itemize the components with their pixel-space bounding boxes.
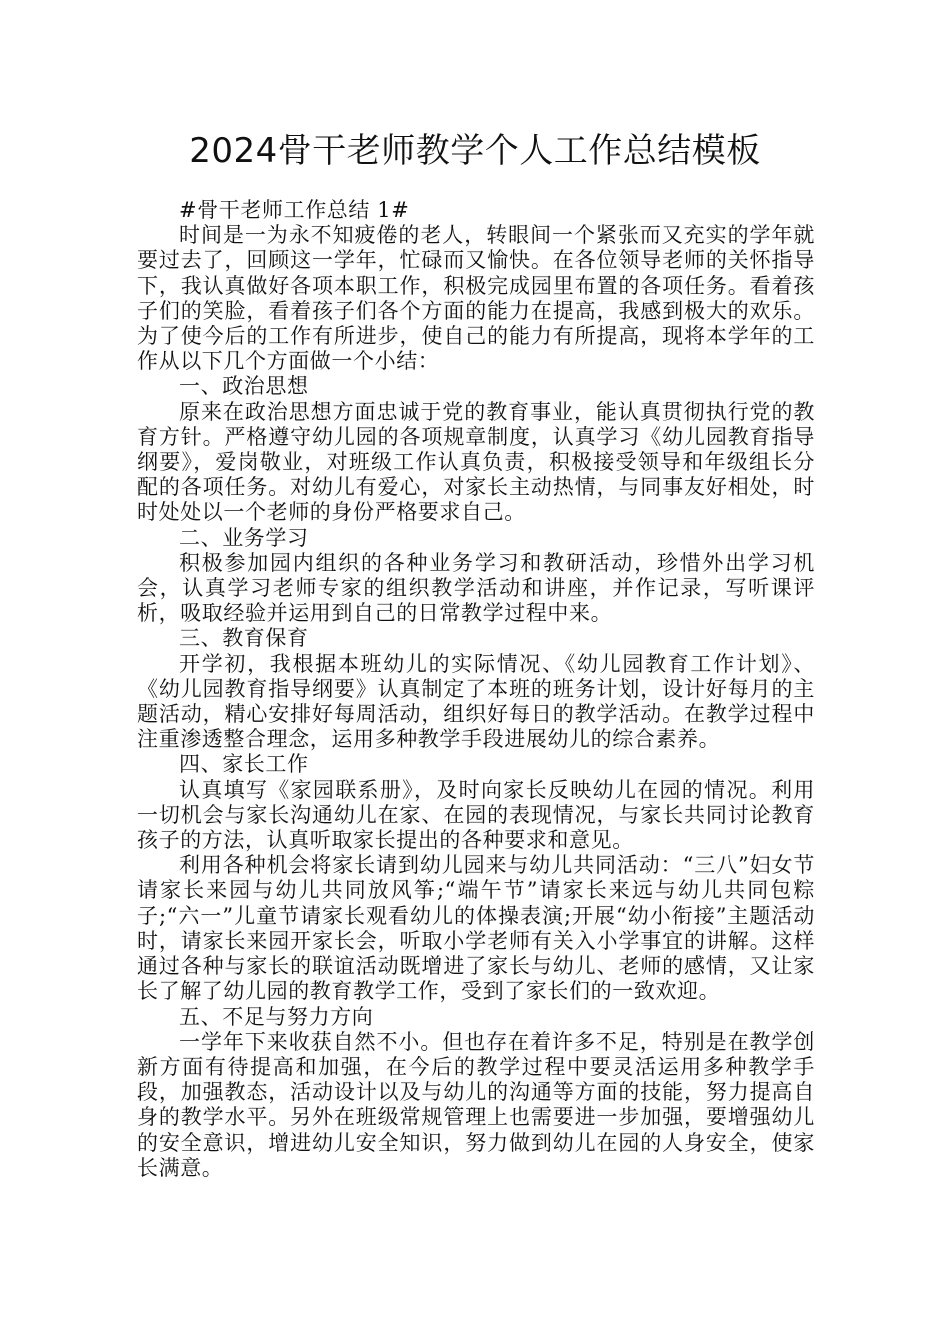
study-paragraph: 积极参加园内组织的各种业务学习和教研活动，珍惜外出学习机会，认真学习老师专家的组织教学活动和讲座，并作记录，写听课评析，吸取经验并运用到自己的日常教学过程中来。 — [137, 550, 815, 626]
document-body — [137, 198, 815, 1181]
section-heading-study: 二、业务学习 — [179, 525, 309, 550]
section-heading-politics: 一、政治思想 — [179, 374, 309, 399]
section-heading-improvement: 五、不足与努力方向 — [179, 1004, 374, 1029]
section-marker: #骨干老师工作总结 1# — [179, 198, 410, 222]
section-heading-education: 三、教育保育 — [179, 626, 309, 651]
document-title: 2024骨干老师教学个人工作总结模板 — [189, 131, 761, 171]
improvement-paragraph: 一学年下来收获自然不小。但也存在着许多不足，特别是在教学创新方面有待提高和加强，在今后的教学过程中要灵活运用多种教学手段，加强教态，活动设计以及与幼儿的沟通等方面的技能，努力提高自身的教学水平。另外在班级常规管理上也需要进一步加强，要增强幼儿的安全意识，增进幼儿安全知识，努力做到幼儿在园的人身安全，使家长满意。 — [137, 1029, 815, 1180]
section-heading-parents: 四、家长工作 — [179, 752, 309, 777]
politics-paragraph: 原来在政治思想方面忠诚于党的教育事业，能认真贯彻执行党的教育方针。严格遵守幼儿园的各项规章制度，认真学习《幼儿园教育指导纲要》，爱岗敬业，对班级工作认真负责，积极接受领导和年级组长分配的各项任务。对幼儿有爱心，对家长主动热情，与同事友好相处，时时处处以一个老师的身份严格要求自己。 — [137, 399, 815, 525]
parents-paragraph-1: 认真填写《家园联系册》，及时向家长反映幼儿在园的情况。利用一切机会与家长沟通幼儿在家、在园的表现情况，与家长共同讨论教育孩子的方法，认真听取家长提出的各种要求和意见。 — [137, 777, 815, 853]
education-paragraph: 开学初，我根据本班幼儿的实际情况、《幼儿园教育工作计划》、《幼儿园教育指导纲要》认真制定了本班的班务计划，设计好每月的主题活动，精心安排好每周活动，组织好每日的教学活动。在教学过程中注重渗透整合理念，运用多种教学手段进展幼儿的综合素养。 — [137, 651, 815, 752]
parents-paragraph-2: 利用各种机会将家长请到幼儿园来与幼儿共同活动：“三八”妇女节请家长来园与幼儿共同放风筝;“端午节”请家长来远与幼儿共同包粽子;“六一”儿童节请家长观看幼儿的体操表演;开展“幼小衔接”主题活动时，请家长来园开家长会，听取小学老师有关入小学事宜的讲解。这样通过各种与家长的联谊活动既增进了家长与幼儿、老师的感情，又让家长了解了幼儿园的教育教学工作，受到了家长们的一致欢迎。 — [137, 853, 816, 1004]
intro-paragraph: 时间是一为永不知疲倦的老人，转眼间一个紧张而又充实的学年就要过去了，回顾这一学年，忙碌而又愉快。在各位领导老师的关怀指导下，我认真做好各项本职工作，积极完成园里布置的各项任务。看着孩子们的笑脸，看着孩子们各个方面的能力在提高，我感到极大的欢乐。为了使今后的工作有所进步，使自己的能力有所提高，现将本学年的工作从以下几个方面做一个小结： — [137, 223, 815, 374]
